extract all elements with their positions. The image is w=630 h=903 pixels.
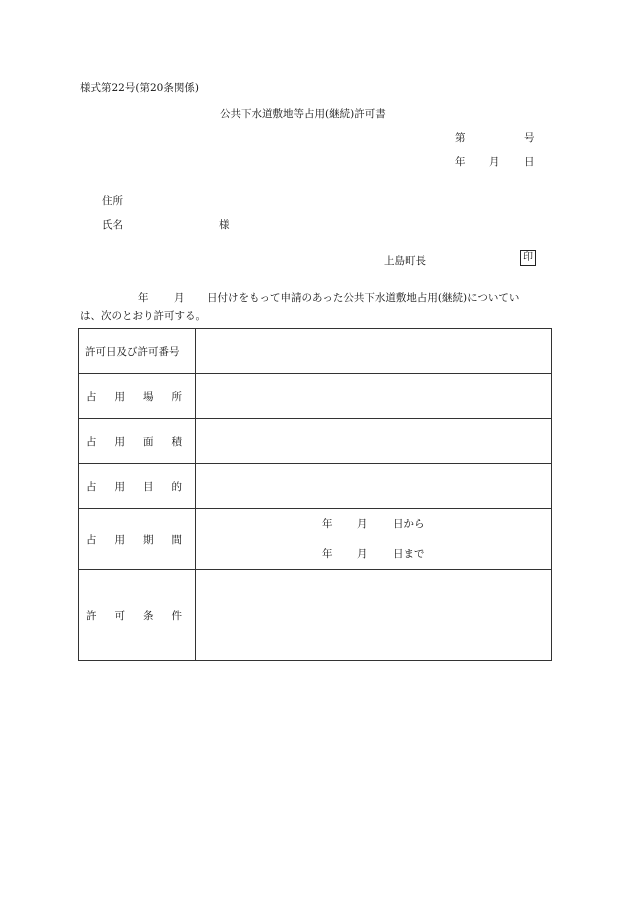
period-from: [196, 516, 551, 532]
table-row: [79, 374, 552, 419]
period-to: [196, 546, 551, 562]
table-row: [79, 509, 552, 570]
label-char: 面: [143, 435, 154, 448]
label-char: 用: [114, 533, 125, 546]
label-char: 占: [86, 390, 97, 403]
date-month: 月: [489, 156, 500, 168]
table-row: [79, 464, 552, 509]
label-char: 用: [114, 435, 125, 448]
date-day: 日: [524, 156, 535, 168]
form-number: 様式第22号(第20条関係): [80, 82, 199, 94]
permit-date-number-value: [196, 329, 552, 374]
body-text-continuation: は、次のとおり許可する。: [80, 310, 206, 322]
period-to-year: 年: [322, 548, 333, 560]
label-char: 的: [171, 480, 182, 493]
label-char: 占: [86, 480, 97, 493]
label-char: 間: [171, 533, 182, 546]
label-char: 所: [171, 390, 182, 403]
period-to-month: 月: [357, 548, 368, 560]
address-label: 住所: [102, 195, 123, 207]
doc-number-suffix: 号: [524, 132, 535, 144]
label-char: 許: [86, 609, 97, 622]
label-char: 積: [171, 435, 182, 448]
period-from-suffix: 日から: [393, 518, 425, 530]
body-text: 日付けをもって申請のあった公共下水道敷地占用(継続)についてい: [207, 292, 520, 304]
label-char: 目: [143, 480, 154, 493]
body-year: 年: [138, 292, 149, 304]
period-from-month: 月: [357, 518, 368, 530]
seal-stamp: 印: [520, 250, 536, 266]
label-char: 条: [143, 609, 154, 622]
label-char: 場: [143, 390, 154, 403]
document-title: 公共下水道敷地等占用(継続)許可書: [220, 108, 386, 120]
table-row: [79, 419, 552, 464]
doc-number-prefix: 第: [455, 132, 466, 144]
period-from-year: 年: [322, 518, 333, 530]
period-label: [79, 509, 196, 570]
label-char: 用: [114, 480, 125, 493]
name-label: 氏名: [102, 219, 123, 231]
period-value: [196, 509, 552, 570]
issuer-title: 上島町長: [384, 255, 426, 267]
table-row: [79, 570, 552, 661]
purpose-label: [79, 464, 196, 509]
conditions-label: [79, 570, 196, 661]
label-char: 件: [171, 609, 182, 622]
label-char: 占: [86, 533, 97, 546]
label-char: 占: [86, 435, 97, 448]
date-year: 年: [455, 156, 466, 168]
location-label: [79, 374, 196, 419]
permit-label-text: 許可日及び許可番号: [85, 345, 180, 358]
conditions-value: [196, 570, 552, 661]
body-month: 月: [174, 292, 185, 304]
permit-table: [78, 328, 552, 661]
label-char: 用: [114, 390, 125, 403]
permit-date-number-label: [79, 329, 196, 374]
honorific: 様: [219, 219, 230, 231]
area-label: [79, 419, 196, 464]
table-row: [79, 329, 552, 374]
purpose-value: [196, 464, 552, 509]
period-to-suffix: 日まで: [393, 548, 425, 560]
area-value: [196, 419, 552, 464]
location-value: [196, 374, 552, 419]
label-char: 可: [114, 609, 125, 622]
label-char: 期: [143, 533, 154, 546]
